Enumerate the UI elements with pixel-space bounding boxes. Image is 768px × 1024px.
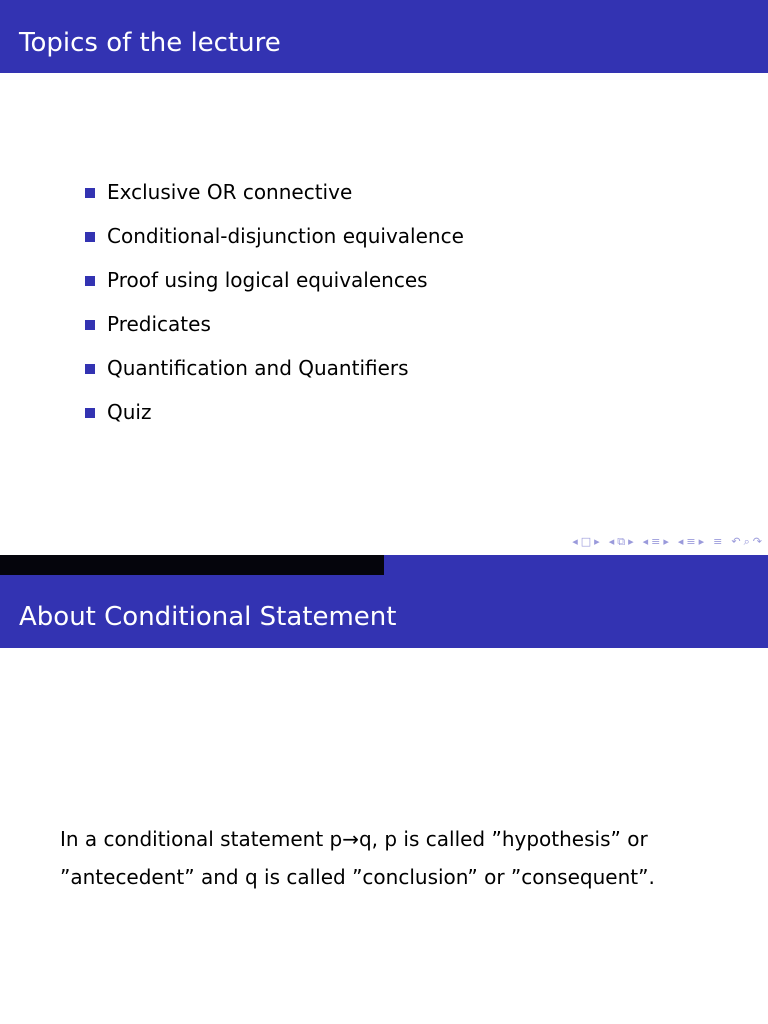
- frame-title: About Conditional Statement: [19, 602, 397, 632]
- list-item-text: Exclusive OR connective: [107, 180, 353, 204]
- paragraph-line: ”antecedent” and q is called ”conclusion” or ”consequent”.: [60, 865, 655, 889]
- list-item-text: Predicates: [107, 312, 211, 336]
- toc-navigation: [713, 535, 722, 549]
- table-of-contents-icon[interactable]: ≡: [713, 535, 723, 548]
- forward-icon[interactable]: ↷: [752, 535, 762, 548]
- list-item-text: Quantification and Quantifiers: [107, 356, 409, 380]
- back-icon[interactable]: ↶: [731, 535, 741, 548]
- frame-navigation: [572, 535, 599, 549]
- definition-paragraph: [60, 820, 710, 896]
- square-bullet-icon: [85, 232, 95, 242]
- document-next-icon[interactable]: ▸: [698, 535, 705, 548]
- document-navigation: [678, 535, 704, 549]
- subsection-next-icon[interactable]: ▸: [628, 535, 634, 548]
- frame-title: Topics of the lecture: [19, 28, 281, 58]
- list-item-text: Quiz: [107, 400, 152, 424]
- section-next-icon[interactable]: ▸: [663, 535, 669, 548]
- page-separator-blue: [384, 555, 768, 575]
- subsection-icon[interactable]: ⧉: [617, 535, 626, 548]
- section-prev-icon[interactable]: ◂: [642, 535, 649, 548]
- section-navigation: [643, 535, 669, 549]
- frame-title-bar: [0, 575, 768, 648]
- square-bullet-icon: [85, 276, 95, 286]
- beamer-navigation-bar: [572, 534, 762, 550]
- frame-icon[interactable]: □: [580, 535, 592, 548]
- history-navigation: [731, 535, 762, 549]
- subsection-navigation: [609, 535, 634, 549]
- slide-conditional-statement: [0, 575, 768, 1024]
- list-item-text: Proof using logical equivalences: [107, 268, 428, 292]
- page-separator-dark: [0, 555, 384, 575]
- document-prev-icon[interactable]: ◂: [677, 535, 684, 548]
- section-icon[interactable]: ≡: [651, 535, 661, 548]
- document-icon[interactable]: ≡: [686, 535, 696, 548]
- square-bullet-icon: [85, 408, 95, 418]
- search-icon[interactable]: ⌕: [743, 535, 750, 548]
- square-bullet-icon: [85, 188, 95, 198]
- frame-next-icon[interactable]: ▸: [594, 535, 600, 548]
- list-item-text: Conditional-disjunction equivalence: [107, 224, 464, 248]
- frame-title-bar: [0, 0, 768, 73]
- square-bullet-icon: [85, 364, 95, 374]
- subsection-prev-icon[interactable]: ◂: [608, 535, 615, 548]
- square-bullet-icon: [85, 320, 95, 330]
- paragraph-line: In a conditional statement p→q, p is called ”hypothesis” or: [60, 827, 648, 851]
- frame-prev-icon[interactable]: ◂: [572, 535, 578, 548]
